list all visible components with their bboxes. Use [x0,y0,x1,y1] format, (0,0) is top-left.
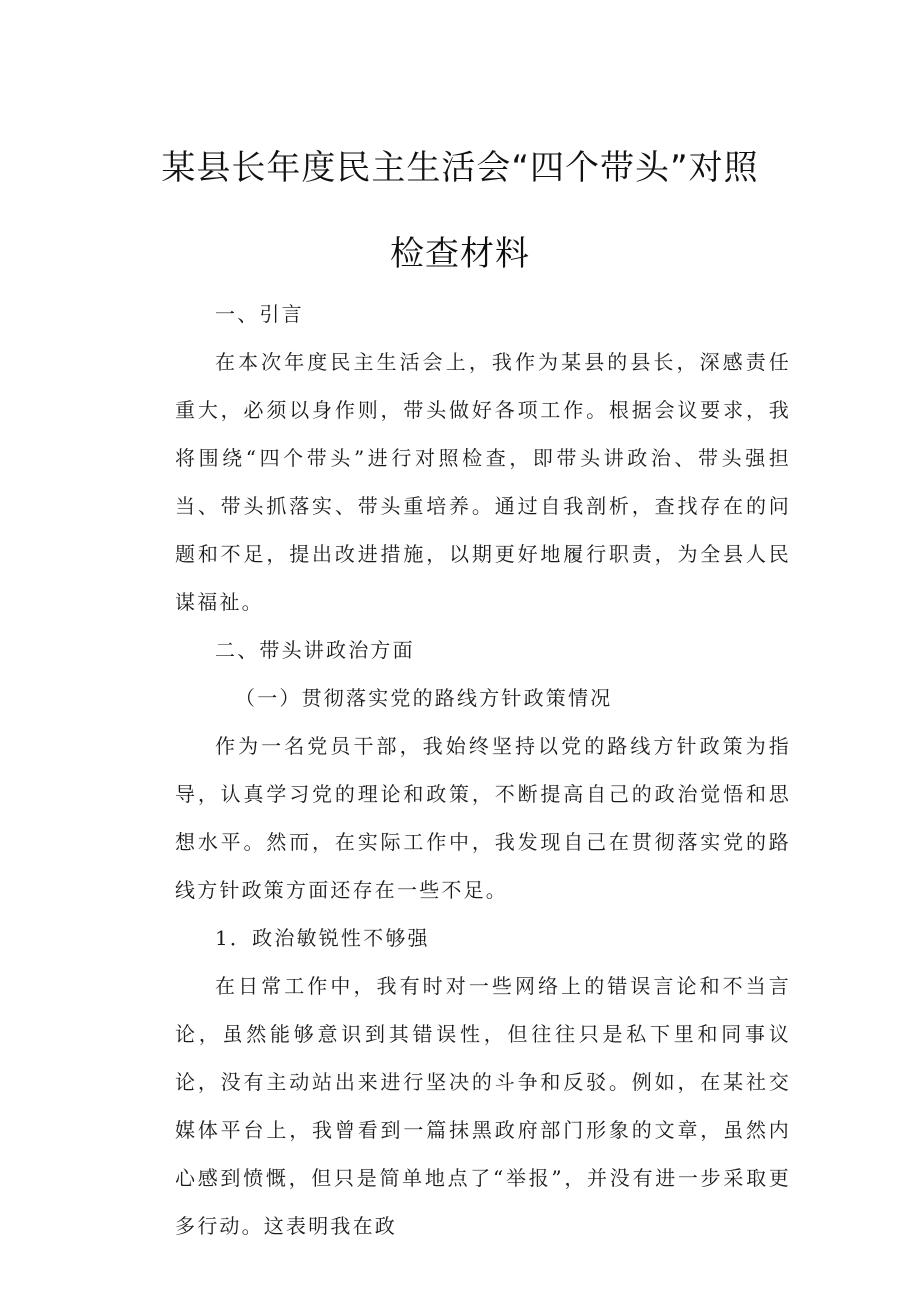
section2-heading: 二、带头讲政治方面 [215,638,415,662]
subsection1-paragraph: 作为一名党员干部，我始终坚持以党的路线方针政策为指导，认真学习党的理论和政策，不断提高自己的政治觉悟和思想水平。然而，在实际工作中，我发现自己在贯彻落实党的路线方针政策方面还存在一些不足。 [175,734,791,902]
item1-heading: 1．政治敏锐性不够强 [215,926,430,950]
item1-paragraph: 在日常工作中，我有时对一些网络上的错误言论和不当言论，虽然能够意识到其错误性，但往往只是私下里和同事议论，没有主动站出来进行坚决的斗争和反驳。例如，在某社交媒体平台上，我曾看到一篇抹黑政府部门形象的文章，虽然内心感到愤慨，但只是简单地点了“举报”，并没有进一步采取更多行动。这表明我在政 [175,974,791,1238]
section1-heading: 一、引言 [215,302,304,326]
document-body [175,290,791,1250]
document-title-line2: 检查材料 [390,234,530,274]
subsection1-heading: （一）贯彻落实党的路线方针政策情况 [235,686,613,710]
document-title-line1: 某县长年度民主生活会“四个带头”对照 [161,148,759,188]
section1-paragraph: 在本次年度民主生活会上，我作为某县的县长，深感责任重大，必须以身作则，带头做好各项工作。根据会议要求，我将围绕“四个带头”进行对照检查，即带头讲政治、带头强担当、带头抓落实、带头重培养。通过自我剖析，查找存在的问题和不足，提出改进措施，以期更好地履行职责，为全县人民谋福祉。 [175,350,791,614]
